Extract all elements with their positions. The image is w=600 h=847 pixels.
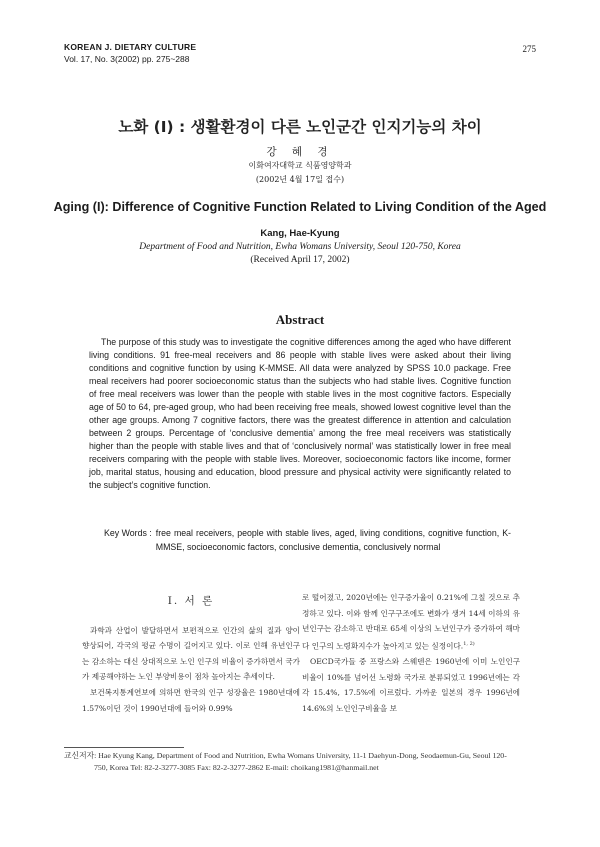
keywords	[89, 526, 511, 554]
korean-title: 노화 (I) : 생활환경이 다른 노인군간 인지기능의 차이	[118, 118, 482, 136]
body-paragraph	[302, 590, 520, 654]
citation-reference: 1, 2)	[463, 640, 475, 647]
korean-affiliation: 이화여자대학교 식품영양학과	[248, 161, 352, 170]
body-paragraph: OECD국가들 중 프랑스와 스웨덴은 1960년에 이미 노인인구비율이 10%를 넘어선 노령화 국가로 분류되었고 1996년에는 각각 15.4%, 17.5%에 이르렀다. 가까운 일본의 경우 1996년에 14.6%의 노인인구비율을 보	[302, 656, 520, 713]
korean-author: 강 혜 경	[266, 146, 334, 158]
footnote-line: 교신저자: Hae Kyung Kang, Department of Food and Nutrition, Ewha Womans University, 11-1 Daehyun-Dong, Seodaemun-Gu, Seoul 120-	[64, 751, 507, 760]
footnote-line: 750, Korea Tel: 82-2-3277-3085 Fax: 82-2-3277-2862 E-mail: choikang1981@hanmail.net	[94, 763, 379, 772]
body-column-left	[82, 590, 300, 716]
abstract-text: The purpose of this study was to investigate the cognitive differences among the aged who have different living conditions. 91 free-meal receivers and 86 people with stable lives were asked about their living conditions and cognitive function by using K-MMSE. All data were analyzed by SPSS 10.0 package. Free meal receivers had poorer socioeconomic status than the subjects who had stable lives. Cognitive function of free meal receivers was lower than the people with stable lives in the most cognitive factors. Especially age of 50 to 64, pre-aged group, who had been receiving free meals, showed lowest cognitive level than the other age groups. Among 7 cognitive factors, there was the greatest difference in attention and calculation between 2 groups. Percentage of ‘conclusive dementia’ among the free meal receivers was statistically higher than the people with stable lives and that of ‘conclusively normal’ was statistically lower in free meal receivers comparing with the people with stable lives. Moreover, socioeconomic factors like income, former job, marital status, housing and education, blood pressure and physical activity were significantly related to the subject’s cognitive function.	[89, 337, 511, 490]
abstract-heading: Abstract	[275, 312, 325, 327]
body-column-right	[302, 590, 520, 716]
english-received-date: (Received April 17, 2002)	[250, 255, 350, 265]
journal-name: KOREAN J. DIETARY CULTURE	[64, 42, 197, 52]
page-number: 275	[522, 44, 536, 54]
english-title: Aging (I): Difference of Cognitive Function Related to Living Condition of the Aged	[53, 200, 547, 214]
body-paragraph: 과학과 산업이 발달하면서 보편적으로 인간의 삶의 질과 양이 향상되어, 각국의 평균 수명이 길어지고 있다. 이로 인해 유년인구는 감소하는 대신 상대적으로 노인 인구의 비율이 증가하면서 국가가 제공해야하는 노인 부양비용이 점차 높아지는 추세이다.	[82, 625, 300, 682]
correspondence-footnote	[64, 750, 539, 774]
korean-received-date: (2002년 4월 17일 접수)	[255, 175, 345, 184]
footnote-divider	[64, 747, 184, 748]
english-author: Kang, Hae-Kyung	[260, 228, 340, 239]
keywords-list: free meal receivers, people with stable lives, aged, living conditions, cognitive function, K-MMSE, socioeconomic factors, conclusive dementia, conclusively normal	[155, 528, 511, 552]
body-paragraph-text: 로 떨어졌고, 2020년에는 인구증가율이 0.21%에 그칠 것으로 추정하고 있다. 이와 함께 인구구조에도 변화가 생겨 14세 이하의 유년인구는 감소하고 반대로 65세 이상의 노년인구가 증가하여 해마다 인구의 노령화지수가 높아지고 있는 실정이다.	[302, 593, 520, 651]
journal-volume: Vol. 17, No. 3(2002) pp. 275~288	[64, 54, 190, 64]
section-heading-introduction: I. 서 론	[167, 595, 215, 607]
english-affiliation: Department of Food and Nutrition, Ewha Womans University, Seoul 120-750, Korea	[139, 242, 461, 252]
journal-info	[64, 42, 196, 64]
body-paragraph: 보건복지통계연보에 의하면 한국의 인구 성장율은 1980년대에 1.57%이던 것이 1990년대에 들어와 0.99%	[82, 687, 300, 713]
keywords-label: Key Words :	[104, 528, 152, 538]
